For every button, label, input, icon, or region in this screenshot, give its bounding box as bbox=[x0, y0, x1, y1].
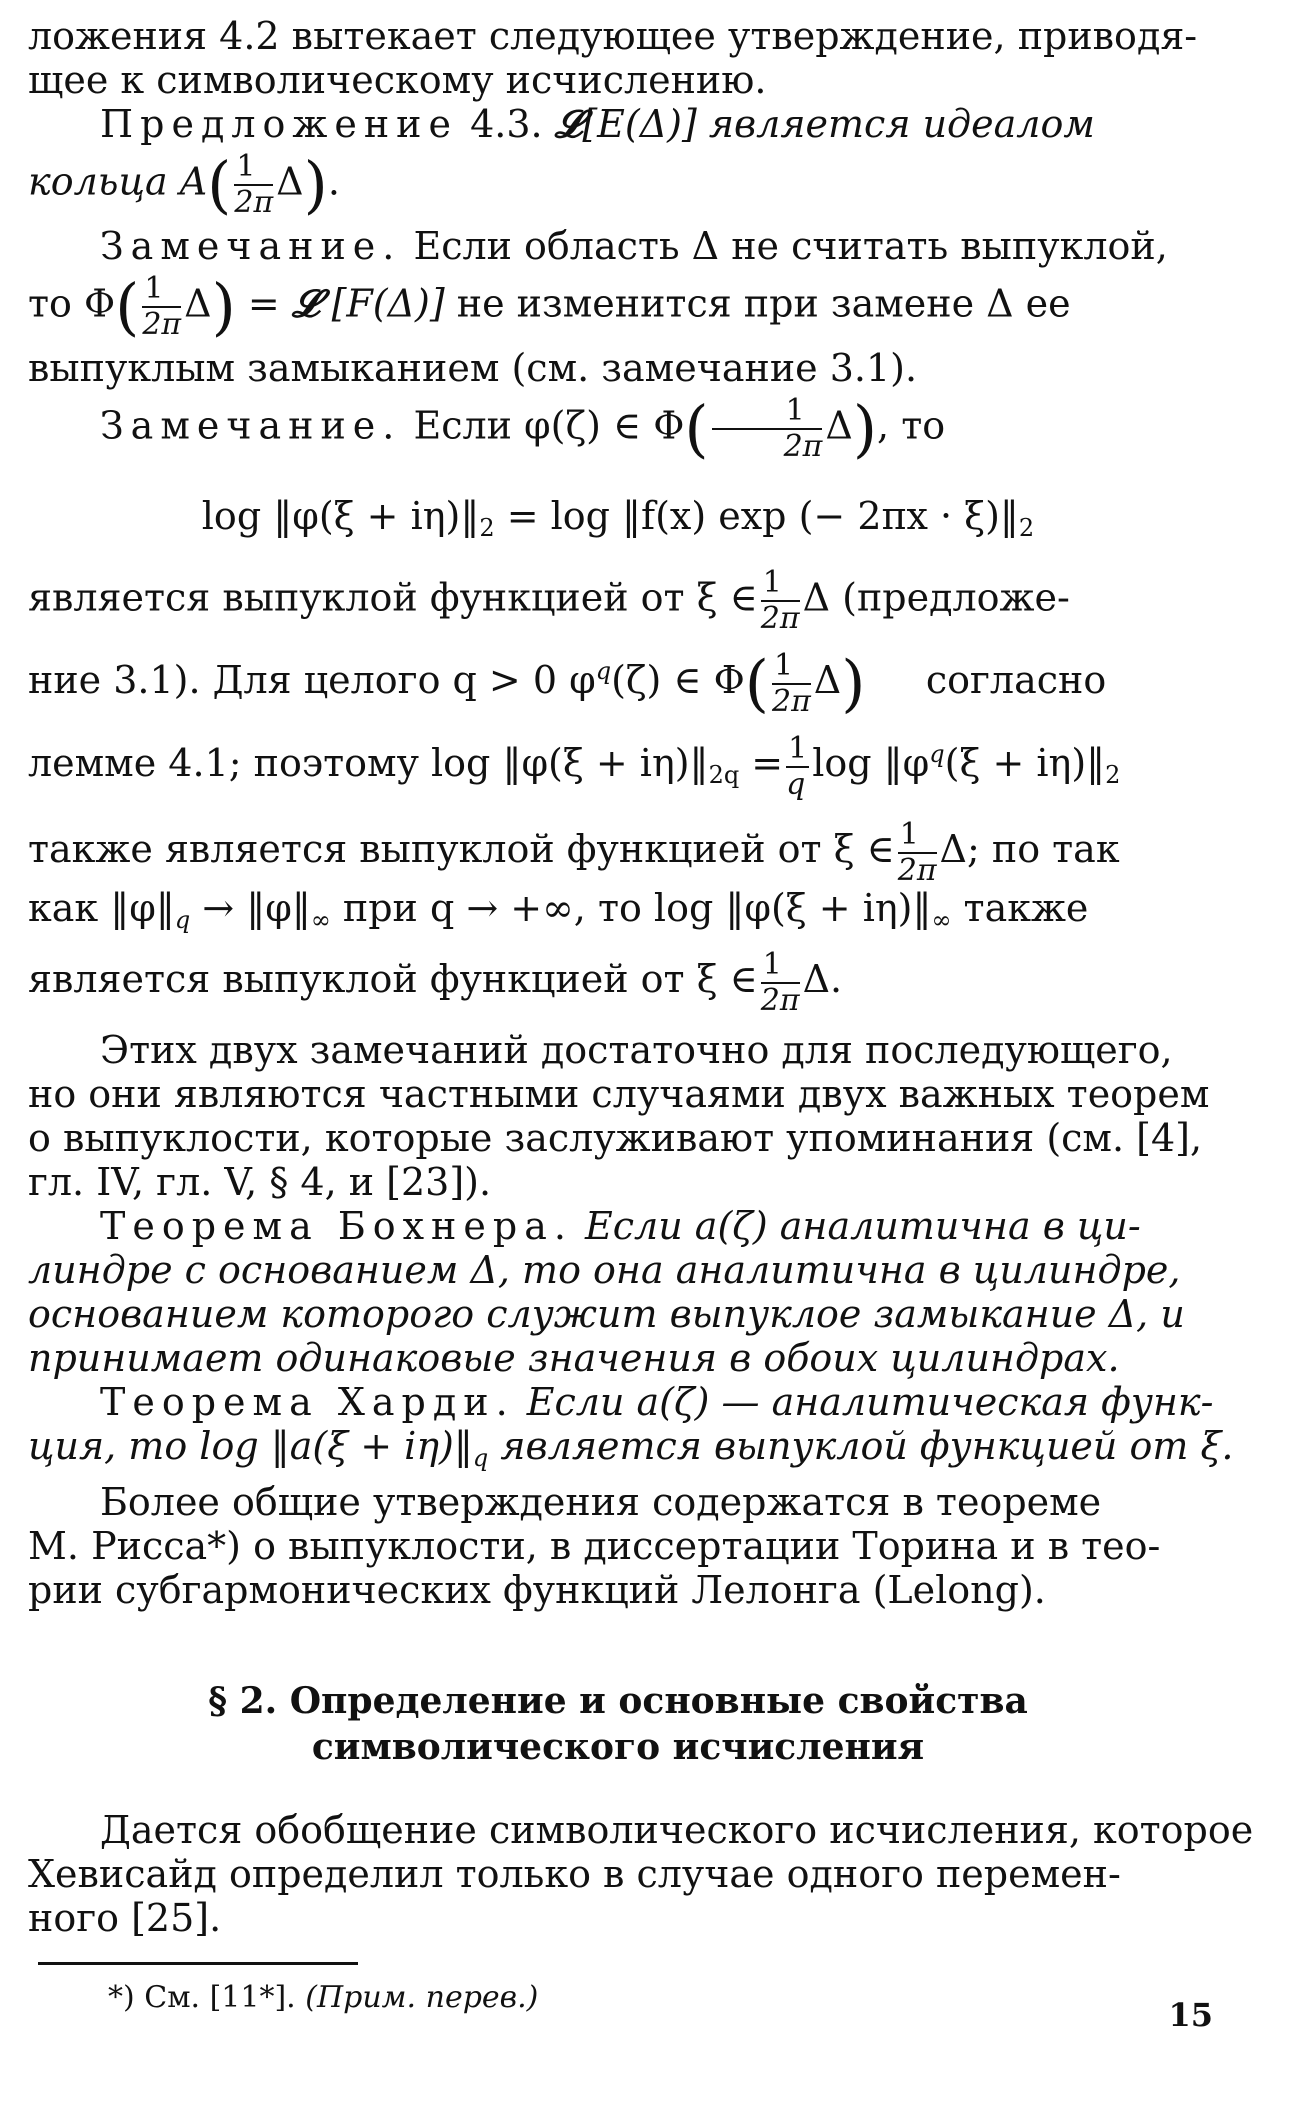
remark-line: как $‖\varphi‖_q$ → $‖\varphi‖_\infty$ при q → +∞, то log ‖φ(ξ + $i\eta)‖_\infty$ также bbox=[28, 886, 1089, 934]
proposition-line bbox=[28, 102, 1208, 146]
remark-line: также является выпуклой функцией от ξ ∈ $\frac{1}{2\pi}$ Δ; по так bbox=[28, 816, 1120, 888]
text-line: рии субгармонических функций Лелонга (Lelong). bbox=[28, 1568, 1046, 1612]
footnote-divider bbox=[38, 1962, 358, 1965]
fraction: $\frac{1}{2\pi}$ bbox=[142, 271, 182, 342]
theorem-line: принимает одинаковые значения в обоих цилиндрах. bbox=[28, 1336, 1120, 1380]
text-line: щее к символическому исчислению. bbox=[28, 58, 767, 102]
theorem-line: линдре с основанием Δ, то она аналитична в цилиндре, bbox=[28, 1248, 1181, 1292]
remark-line: ние 3.1). Для целого q > 0 $\varphi^q(\zeta)$ ∈ Φ( $\frac{1}{2\pi}$ Δ) согласно bbox=[28, 646, 1107, 720]
text-line: Дается обобщение символического исчисления, которое bbox=[100, 1808, 1254, 1852]
theorem-line: Теорема Бохнера. Если a(ζ) аналитична в ци- bbox=[100, 1204, 1141, 1248]
text-line: ного [25]. bbox=[28, 1896, 222, 1940]
fraction: $\frac{1}{2\pi}$ bbox=[760, 565, 800, 636]
proposition-head: Предложение bbox=[100, 102, 458, 146]
fraction: $\frac{1}{2\pi}$ bbox=[234, 149, 274, 220]
theorem-line: Теорема Харди. Если a(ζ) — аналитическая функ- bbox=[100, 1380, 1214, 1424]
theorem-line: ция, то log ‖a(ξ + $i\eta)‖_q$ является выпуклой функцией от ξ. bbox=[28, 1424, 1234, 1472]
text-line: М. Рисса*) о выпуклости, в диссертации Торина и в тео- bbox=[28, 1524, 1161, 1568]
remark-line: Замечание. Если область Δ не считать выпуклой, bbox=[100, 224, 1168, 268]
display-formula: log ‖φ(ξ + $i\eta)‖_2 = \log$ ‖f(x) exp (− $2\pi x \cdot \xi)‖_2$ bbox=[201, 494, 1035, 542]
text-line: гл. IV, гл. V, § 4, и [23]). bbox=[28, 1160, 492, 1204]
remark-line: то Φ( $\frac{1}{2\pi}$ Δ) = 𝓛 [F(Δ)] не изменится при замене Δ ее bbox=[28, 270, 1071, 343]
laplace-symbol: 𝓛 bbox=[554, 101, 583, 146]
fraction: $\frac{1}{q}$ bbox=[786, 730, 808, 802]
theorem-line: основанием которого служит выпуклое замыкание Δ, и bbox=[28, 1292, 1185, 1336]
remark-line: является выпуклой функцией от ξ ∈ $\frac{1}{2\pi}$ Δ (предложе- bbox=[28, 565, 1070, 636]
footnote: *) См. [11*]. (Прим. перев.) bbox=[108, 1980, 539, 2015]
remark-head: Замечание. bbox=[100, 403, 402, 448]
fraction: $\frac{1}{2\pi}$ bbox=[712, 396, 823, 462]
text-line: Этих двух замечаний достаточно для последующего, bbox=[100, 1028, 1173, 1072]
proposition-number: 4.3. bbox=[470, 102, 543, 146]
laplace-symbol: 𝓛 bbox=[291, 280, 320, 326]
page-number: 15 bbox=[1168, 1996, 1213, 2034]
text-line: Более общие утверждения содержатся в теореме bbox=[100, 1480, 1102, 1524]
text-line: ложения 4.2 вытекает следующее утверждение, приводя- bbox=[28, 14, 1198, 58]
theorem-head: Теорема Харди. bbox=[100, 1380, 515, 1424]
remark-head: Замечание. bbox=[100, 224, 402, 268]
proposition-line: кольца A( $\frac{1}{2\pi}$ Δ). bbox=[28, 148, 340, 221]
remark-line: является выпуклой функцией от ξ ∈ $\frac{1}{2\pi}$ Δ. bbox=[28, 946, 843, 1018]
fraction: $\frac{1}{2\pi}$ bbox=[771, 647, 811, 719]
proposition-text: кольца A bbox=[28, 159, 208, 204]
text-line: но они являются частными случаями двух важных теорем bbox=[28, 1072, 1210, 1116]
text-line: Хевисайд определил только в случае одного перемен- bbox=[28, 1852, 1121, 1896]
remark-line: выпуклым замыканием (см. замечание 3.1). bbox=[28, 346, 918, 390]
fraction: $\frac{1}{2\pi}$ bbox=[897, 816, 937, 888]
proposition-text: является идеалом bbox=[708, 102, 1095, 146]
fraction: $\frac{1}{2\pi}$ bbox=[760, 946, 800, 1018]
text-line: о выпуклости, которые заслуживают упоминания (см. [4], bbox=[28, 1116, 1203, 1160]
math-expr: [E(Δ)] bbox=[582, 102, 697, 146]
remark-line: Замечание. Если φ(ζ) ∈ Φ( $\frac{1}{2\pi}$ Δ), то bbox=[100, 392, 946, 465]
remark-line: лемме 4.1; поэтому log ‖φ(ξ + $i\eta)‖_{2q}$ = $\frac{1}{q}$ $\log ‖\varphi^q(\xi$ + $i\eta)‖_2$ bbox=[28, 730, 1121, 802]
theorem-head: Теорема Бохнера. bbox=[100, 1204, 573, 1248]
section-title: § 2. Определение и основные свойства символического исчисления bbox=[208, 1680, 1028, 1768]
